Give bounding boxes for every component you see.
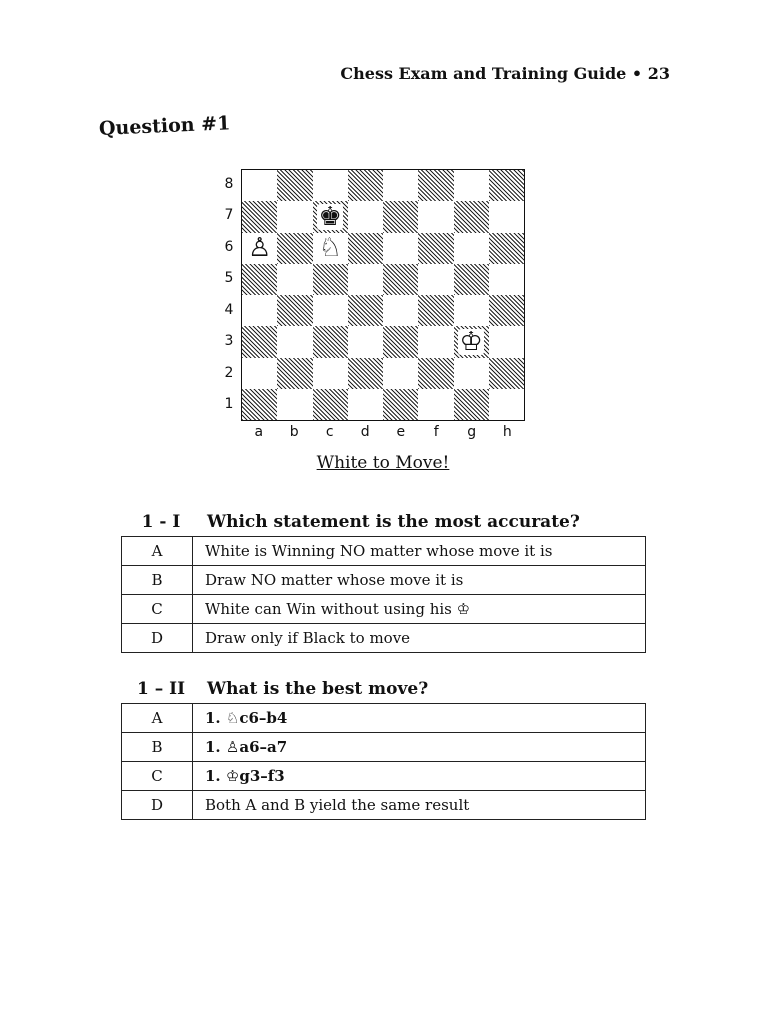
file-label: a	[254, 424, 264, 440]
board-square-d4	[348, 295, 383, 326]
question-title: Question #1	[98, 112, 231, 140]
board-square-d3	[348, 326, 383, 357]
board-square-b7	[277, 201, 312, 232]
white-king-icon: ♔	[459, 326, 483, 357]
board-square-a8	[242, 170, 277, 201]
board-square-c4	[313, 295, 348, 326]
board-square-b8	[277, 170, 312, 201]
option-letter: D	[122, 791, 193, 820]
option-letter: C	[122, 595, 193, 624]
board-square-b6	[277, 233, 312, 264]
option-move	[193, 733, 646, 762]
white-king-icon: ♔	[225, 767, 240, 785]
board-square-e2	[383, 358, 418, 389]
board-square-h7	[489, 201, 524, 232]
board-square-e4	[383, 295, 418, 326]
option-text: Both A and B yield the same result	[193, 791, 646, 820]
file-label: g	[467, 424, 477, 440]
option-row[interactable]	[122, 566, 646, 595]
board-square-f7	[418, 201, 453, 232]
board-square-d8	[348, 170, 383, 201]
file-label: d	[360, 424, 370, 440]
rank-label: 8	[224, 175, 234, 192]
move-notation: a6–a7	[239, 738, 288, 756]
board-square-a1	[242, 389, 277, 420]
question-2-number: 1 – II	[136, 679, 186, 699]
board-square-d2	[348, 358, 383, 389]
board-square-f1	[418, 389, 453, 420]
board-square-g2	[454, 358, 489, 389]
board-square-c2	[313, 358, 348, 389]
option-row[interactable]	[122, 624, 646, 653]
move-notation: g3–f3	[239, 767, 285, 785]
option-row[interactable]	[122, 595, 646, 624]
board-square-f4	[418, 295, 453, 326]
option-letter: B	[122, 733, 193, 762]
board-square-g7	[454, 201, 489, 232]
board-square-f6	[418, 233, 453, 264]
question-1-options	[121, 536, 646, 653]
board-square-e7	[383, 201, 418, 232]
board-square-d6	[348, 233, 383, 264]
board-square-g8	[454, 170, 489, 201]
file-label: f	[433, 424, 439, 440]
board-square-g4	[454, 295, 489, 326]
chess-board	[241, 169, 525, 421]
white-knight-icon: ♘	[225, 709, 240, 727]
board-square-g6	[454, 233, 489, 264]
board-square-c7	[313, 201, 348, 232]
board-square-c8	[313, 170, 348, 201]
option-row[interactable]	[122, 537, 646, 566]
question-1-number: 1 - I	[141, 512, 181, 532]
board-square-b4	[277, 295, 312, 326]
move-number: 1.	[205, 738, 221, 756]
file-label: c	[325, 424, 334, 440]
board-square-g3	[454, 326, 489, 357]
board-square-a3	[242, 326, 277, 357]
rank-label: 7	[224, 207, 234, 224]
board-square-g1	[454, 389, 489, 420]
question-2-options	[121, 703, 646, 820]
black-king-icon: ♚	[318, 201, 342, 232]
rank-label: 1	[224, 396, 234, 413]
board-square-a2	[242, 358, 277, 389]
running-header: Chess Exam and Training Guide • 23	[340, 64, 670, 83]
option-row[interactable]	[122, 762, 646, 791]
white-knight-icon: ♘	[318, 233, 342, 264]
white-pawn-icon: ♙	[247, 233, 272, 264]
option-row[interactable]	[122, 704, 646, 733]
question-1-heading	[121, 512, 646, 536]
piece-wrapper	[454, 326, 489, 357]
move-number: 1.	[205, 709, 221, 727]
white-king-icon: ♔	[456, 600, 471, 618]
board-square-e6	[383, 233, 418, 264]
board-square-a5	[242, 264, 277, 295]
rank-label: 6	[224, 238, 234, 255]
board-square-b3	[277, 326, 312, 357]
board-square-b1	[277, 389, 312, 420]
board-square-d1	[348, 389, 383, 420]
board-square-c3	[313, 326, 348, 357]
board-square-f3	[418, 326, 453, 357]
question-2-heading	[121, 679, 646, 703]
option-text: Draw NO matter whose move it is	[193, 566, 646, 595]
board-square-f5	[418, 264, 453, 295]
board-square-b2	[277, 358, 312, 389]
rank-label: 4	[224, 301, 234, 318]
board-square-e5	[383, 264, 418, 295]
option-move	[193, 762, 646, 791]
rank-label: 3	[224, 333, 234, 350]
board-square-e8	[383, 170, 418, 201]
option-text: White is Winning NO matter whose move it is	[193, 537, 646, 566]
board-square-h4	[489, 295, 524, 326]
option-letter: A	[122, 537, 193, 566]
piece-wrapper	[313, 233, 348, 264]
board-square-b5	[277, 264, 312, 295]
diagram-caption: White to Move!	[316, 453, 450, 473]
board-square-d7	[348, 201, 383, 232]
board-square-h8	[489, 170, 524, 201]
rank-label: 5	[224, 270, 234, 287]
board-square-f2	[418, 358, 453, 389]
board-square-h1	[489, 389, 524, 420]
board-square-e3	[383, 326, 418, 357]
file-label: h	[502, 424, 512, 440]
board-square-f8	[418, 170, 453, 201]
board-square-h2	[489, 358, 524, 389]
option-letter: C	[122, 762, 193, 791]
white-pawn-icon: ♙	[225, 738, 240, 756]
board-square-e1	[383, 389, 418, 420]
board-square-g5	[454, 264, 489, 295]
option-move	[193, 704, 646, 733]
piece-wrapper	[313, 201, 348, 232]
file-label: e	[396, 424, 406, 440]
move-notation: c6–b4	[239, 709, 288, 727]
board-square-c5	[313, 264, 348, 295]
board-square-d5	[348, 264, 383, 295]
question-2-text: What is the best move?	[207, 679, 429, 699]
option-row[interactable]	[122, 733, 646, 762]
rank-label: 2	[224, 364, 234, 381]
board-square-a4	[242, 295, 277, 326]
option-letter: D	[122, 624, 193, 653]
option-row[interactable]	[122, 791, 646, 820]
board-square-h3	[489, 326, 524, 357]
board-square-c6	[313, 233, 348, 264]
option-text: White can Win without using his	[205, 600, 452, 618]
move-number: 1.	[205, 767, 221, 785]
question-1-text: Which statement is the most accurate?	[207, 512, 580, 532]
board-square-c1	[313, 389, 348, 420]
file-label: b	[289, 424, 299, 440]
board-square-a6	[242, 233, 277, 264]
option-letter: B	[122, 566, 193, 595]
option-letter: A	[122, 704, 193, 733]
board-square-h6	[489, 233, 524, 264]
option-text-cell	[193, 595, 646, 624]
piece-wrapper	[242, 233, 277, 264]
option-text: Draw only if Black to move	[193, 624, 646, 653]
board-square-a7	[242, 201, 277, 232]
board-square-h5	[489, 264, 524, 295]
